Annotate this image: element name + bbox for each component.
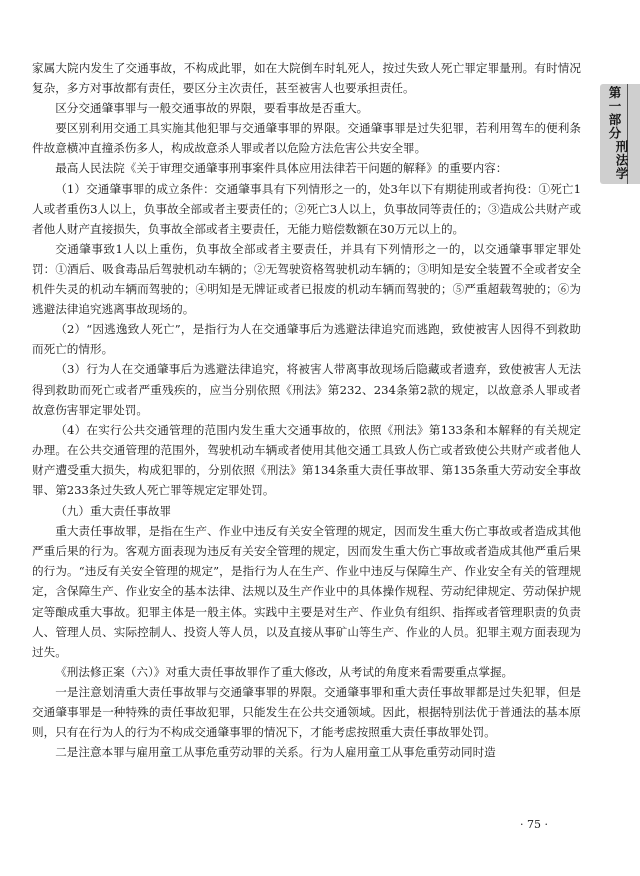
side-tab-subject-label: 刑法学 [614,140,629,181]
paragraph: 家属大院内发生了交通事故，不构成此罪，如在大院倒车时轧死人，按过失致人死亡罪定罪量刑。有时情况复杂，多方对事故都有责任，要区分主次责任，甚至被害人也要承担责任。 [32,61,581,96]
paragraph: 交通肇事致1人以上重伤，负事故全部或者主要责任，并具有下列情形之一的，以交通肇事罪定罪处罚：①酒后、吸食毒品后驾驶机动车辆的；②无驾驶资格驾驶机动车辆的；③明知是安全装置不全或者安全机件失灵的机动车辆而驾驶的；④明知是无牌证或者已报废的机动车辆而驾驶的；⑤严重超载驾驶的；⑥为逃避法律追究逃离事故现场的。 [32,241,581,317]
paragraph: 二是注意本罪与雇用童工从事危重劳动罪的关系。行为人雇用童工从事危重劳动同时造 [55,745,496,760]
paragraph: 要区别利用交通工具实施其他犯罪与交通肇事罪的界限。交通肇事罪是过失犯罪，若利用驾车的便利条件故意横冲直撞杀伤多人，构成故意杀人罪或者以危险方法危害公共安全罪。 [32,121,581,156]
paragraph: 区分交通肇事罪与一般交通事故的界限，要看事故是否重大。 [55,101,369,116]
side-tab-part-label: 第一部分 [607,86,622,140]
paragraph: （2）“因逃逸致人死亡”，是指行为人在交通肇事后为逃避法律追究而逃跑，致使被害人因得不到救助而死亡的情形。 [32,322,581,357]
page-number: · 75 · [520,818,548,831]
paragraph: 《刑法修正案（六）》对重大责任事故罪作了重大修改，从考试的角度来看需要重点掌握。 [55,664,514,679]
paragraph: 最高人民法院《关于审理交通肇事刑事案件具体应用法律若干问题的解释》的重要内容： [55,161,508,176]
paragraph: （3）行为人在交通肇事后为逃避法律追究，将被害人带离事故现场后隐藏或者遗弃，致使被害人无法得到救助而死亡或者严重残疾的，应当分别依照《刑法》第232、234条第2款的规定，以故意杀人罪或者故意伤害罪定罪处罚。 [32,362,581,417]
section-heading: （九）重大责任事故罪 [55,504,172,519]
paragraph: （4）在实行公共交通管理的范围内发生重大交通事故的，依照《刑法》第133条和本解释的有关规定办理。在公共交通管理的范围外，驾驶机动车辆或者使用其他交通工具致人伤亡或者致使公共财产或者他人财产遭受重大损失，构成犯罪的，分别依照《刑法》第134条重大责任事故罪、第135条重大劳动安全事故罪、第233条过失致人死亡罪等规定定罪处罚。 [32,422,581,497]
body-text [32,58,581,762]
paragraph: 一是注意划清重大责任事故罪与交通肇事罪的界限。交通肇事罪和重大责任事故罪都是过失犯罪，但是交通肇事罪是一种特殊的责任事故犯罪，只能发生在公共交通领域。因此，根据特别法优于普通法的基本原则，只有在行为人的行为不构成交通肇事罪的情况下，才能考虑按照重大责任事故罪处罚。 [32,684,581,740]
paragraph: 重大责任事故罪，是指在生产、作业中违反有关安全管理的规定，因而发生重大伤亡事故或者造成其他严重后果的行为。客观方面表现为违反有关安全管理的规定，因而发生重大伤亡事故或者造成其他严重后果的行为。“违反有关安全管理的规定”，是指行为人在生产、作业中违反与保障生产、作业安全有关的管理规定，含保障生产、作业安全的基本法律、法规以及生产作业中的具体操作规程、劳动纪律规定、劳动保护规定等酿成重大事故。犯罪主体是一般主体。实践中主要是对生产、作业负有组织、指挥或者管理职责的负责人、管理人员、实际控制人、投资人等人员，以及直接从事矿山等生产、作业的人员。犯罪主观方面表现为过失。 [32,524,581,659]
paragraph: （1）交通肇事罪的成立条件：交通肇事具有下列情形之一的，处3年以下有期徒刑或者拘役：①死亡1人或者重伤3人以上，负事故全部或者主要责任的；②死亡3人以上，负事故同等责任的；③造成公共财产或者他人财产直接损失，负事故全部或者主要责任，无能力赔偿数额在30万元以上的。 [32,181,581,236]
